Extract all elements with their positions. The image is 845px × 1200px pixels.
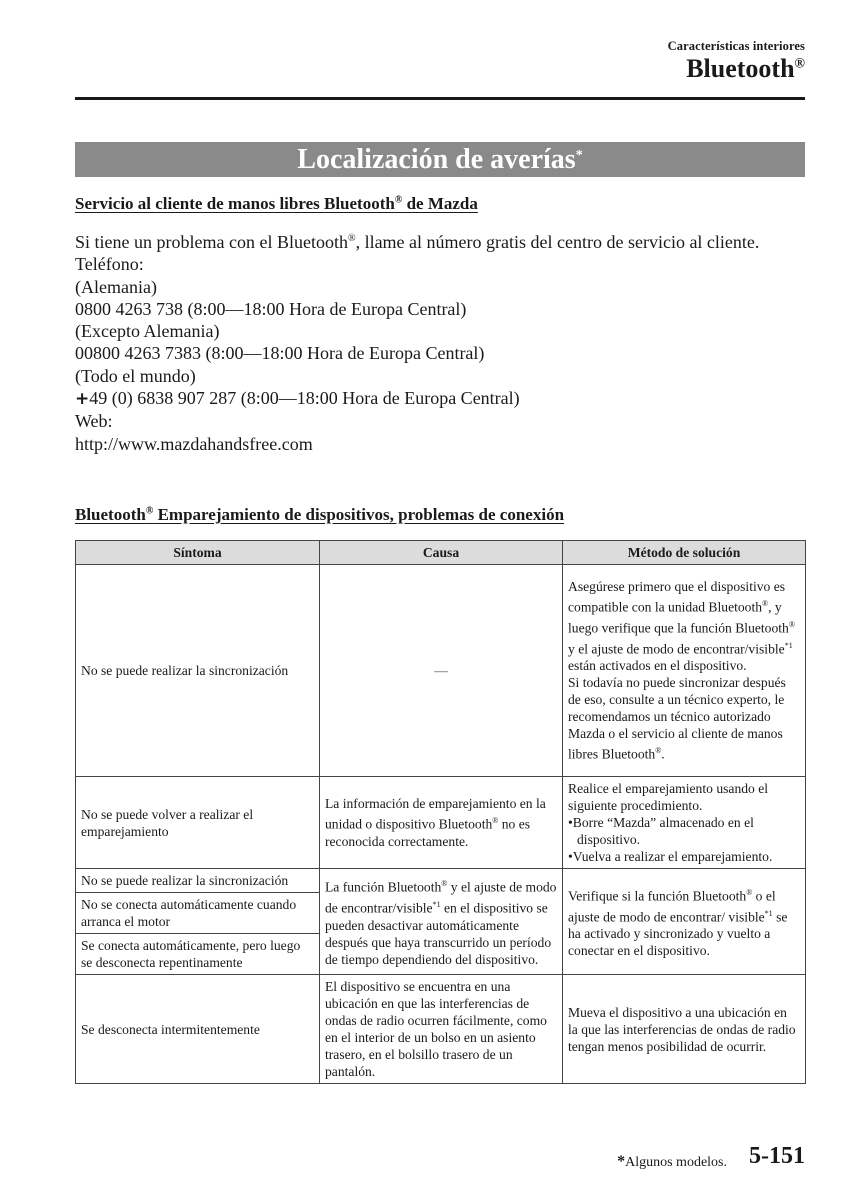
cause-text: La función Bluetooth [325, 880, 442, 895]
solution-text: están activados en el dispositivo. [568, 658, 747, 674]
phone-outside-germany: 00800 4263 7383 (8:00—18:00 Hora de Europa Central) [75, 343, 485, 364]
intro-text: Si tiene un problema con el Bluetooth [75, 232, 348, 252]
table-row [76, 565, 806, 777]
service-heading [75, 194, 478, 214]
page-number: 5-151 [749, 1143, 805, 1169]
cause-cell [320, 777, 563, 869]
solution-text: Realice el emparejamiento usando el siguiente procedimiento. [568, 781, 769, 813]
symptom-cell: Se desconecta intermitentemente [76, 975, 320, 1084]
solution-cell [563, 869, 806, 975]
section-header [668, 39, 805, 54]
table-header-row [76, 541, 806, 565]
registered-mark: ® [441, 879, 448, 889]
registered-mark: ® [762, 599, 769, 609]
solution-text: Asegúrese primero que el dispositivo es compatible con la unidad Bluetooth [568, 579, 786, 615]
pairing-heading [75, 505, 564, 525]
region-germany: (Alemania) [75, 276, 157, 297]
footnote-mark: *1 [764, 908, 773, 918]
solution-cell: Mueva el dispositivo a una ubicación en la que las interferencias de ondas de radio tengan menos posibilidad de ocurrir. [563, 975, 806, 1084]
cause-cell: El dispositivo se encuentra en una ubicación en que las interferencias de ondas de radio ocurren fácilmente, como en el interior de un bolso en un asiento trasero, en el bolsillo trasero de un pantalón. [320, 975, 563, 1084]
header-divider [75, 97, 805, 100]
cause-text: en el dispositivo se pueden desactivar automáticamente después que haya transcurrido un período de tiempo dependiendo del dispositivo. [325, 900, 552, 967]
no-cause-dash: — [434, 663, 448, 678]
registered-mark: ® [394, 194, 403, 206]
table-row [76, 869, 806, 893]
section-banner [75, 142, 805, 177]
phone-worldwide [75, 387, 795, 410]
solution-text: Verifique si la función Bluetooth [568, 888, 747, 904]
table-row [76, 975, 806, 1084]
footnote-text: Algunos modelos. [625, 1155, 727, 1170]
registered-mark: ® [347, 233, 356, 244]
region-worldwide: (Todo el mundo) [75, 365, 196, 386]
pairing-heading-brand: Bluetooth [75, 505, 146, 524]
service-heading-text: Servicio al cliente de manos libres Bluetooth [75, 194, 395, 213]
footnote-mark: *1 [432, 900, 441, 909]
web-url: http://www.mazdahandsfree.com [75, 433, 313, 454]
registered-mark: ® [746, 887, 753, 897]
cause-cell [320, 869, 563, 975]
plus-sign: + [75, 389, 90, 410]
section-name: Características interiores [667, 39, 805, 53]
banner-title: Localización de averías [297, 144, 576, 175]
cause-text: La información de emparejamiento en la unidad o dispositivo Bluetooth [325, 796, 546, 832]
footnote-mark: *1 [784, 640, 793, 650]
web-label: Web: [75, 411, 113, 432]
solution-bullet: •Vuelva a realizar el emparejamiento. [568, 849, 773, 864]
solution-text: . [661, 746, 665, 762]
registered-mark: ® [655, 746, 662, 756]
region-outside-germany: (Excepto Alemania) [75, 321, 220, 342]
service-intro [75, 228, 795, 253]
table-row [76, 777, 806, 869]
intro-text-end: , llame al número gratis del centro de servicio al cliente. [355, 232, 760, 252]
symptom-cell: No se puede realizar la sincronización [76, 565, 320, 777]
solution-text: y el ajuste de modo de encontrar/visible [568, 641, 785, 657]
phone-label: Teléfono: [75, 254, 144, 275]
column-header-solution: Método de solución [563, 541, 806, 565]
troubleshooting-table [75, 540, 806, 1084]
registered-mark: ® [788, 619, 795, 629]
symptom-cell: No se conecta automáticamente cuando arranca el motor [76, 893, 320, 934]
registered-mark: ® [794, 56, 805, 72]
pairing-heading-text: Emparejamiento de dispositivos, problemas de conexión [153, 505, 565, 524]
solution-text: se ha activado y sincronizado y vuelto a conectar en el dispositivo. [568, 909, 788, 959]
solution-bullet: •Borre “Mazda” almacenado en el dispositivo. [568, 815, 754, 847]
registered-mark: ® [145, 505, 154, 517]
solution-text: , y luego verifique que la función Bluetooth [568, 599, 789, 636]
solution-text: Si todavía no puede sincronizar después de eso, consulte a un técnico experto, le recomendamos un técnico autorizado Mazda o el servicio al cliente de manos libres Bluetooth [568, 675, 786, 762]
service-contact-info [75, 228, 795, 455]
page-title-text: Bluetooth [686, 54, 795, 83]
solution-cell [563, 565, 806, 777]
footnote-asterisk: * [617, 1153, 626, 1170]
page-title [686, 54, 805, 84]
cause-text: no es reconocida correctamente. [325, 816, 531, 849]
phone-germany: 0800 4263 738 (8:00—18:00 Hora de Europa Central) [75, 298, 467, 319]
solution-cell [563, 777, 806, 869]
registered-mark: ® [492, 816, 499, 826]
cause-text: y el ajuste de modo de encontrar/visible [325, 880, 557, 916]
service-heading-suffix: de Mazda [402, 194, 478, 213]
phone-worldwide-number: 49 (0) 6838 907 287 (8:00—18:00 Hora de Europa Central) [89, 388, 520, 409]
cause-cell [320, 565, 563, 777]
column-header-cause: Causa [320, 541, 563, 565]
footnote [617, 1153, 727, 1171]
solution-text: o el ajuste de modo de encontrar/ visible [568, 888, 776, 925]
symptom-cell: No se puede realizar la sincronización [76, 869, 320, 893]
banner-asterisk: * [575, 148, 583, 163]
column-header-symptom: Síntoma [76, 541, 320, 565]
symptom-cell: Se conecta automáticamente, pero luego se desconecta repentinamente [76, 934, 320, 975]
symptom-cell: No se puede volver a realizar el emparejamiento [76, 777, 320, 869]
